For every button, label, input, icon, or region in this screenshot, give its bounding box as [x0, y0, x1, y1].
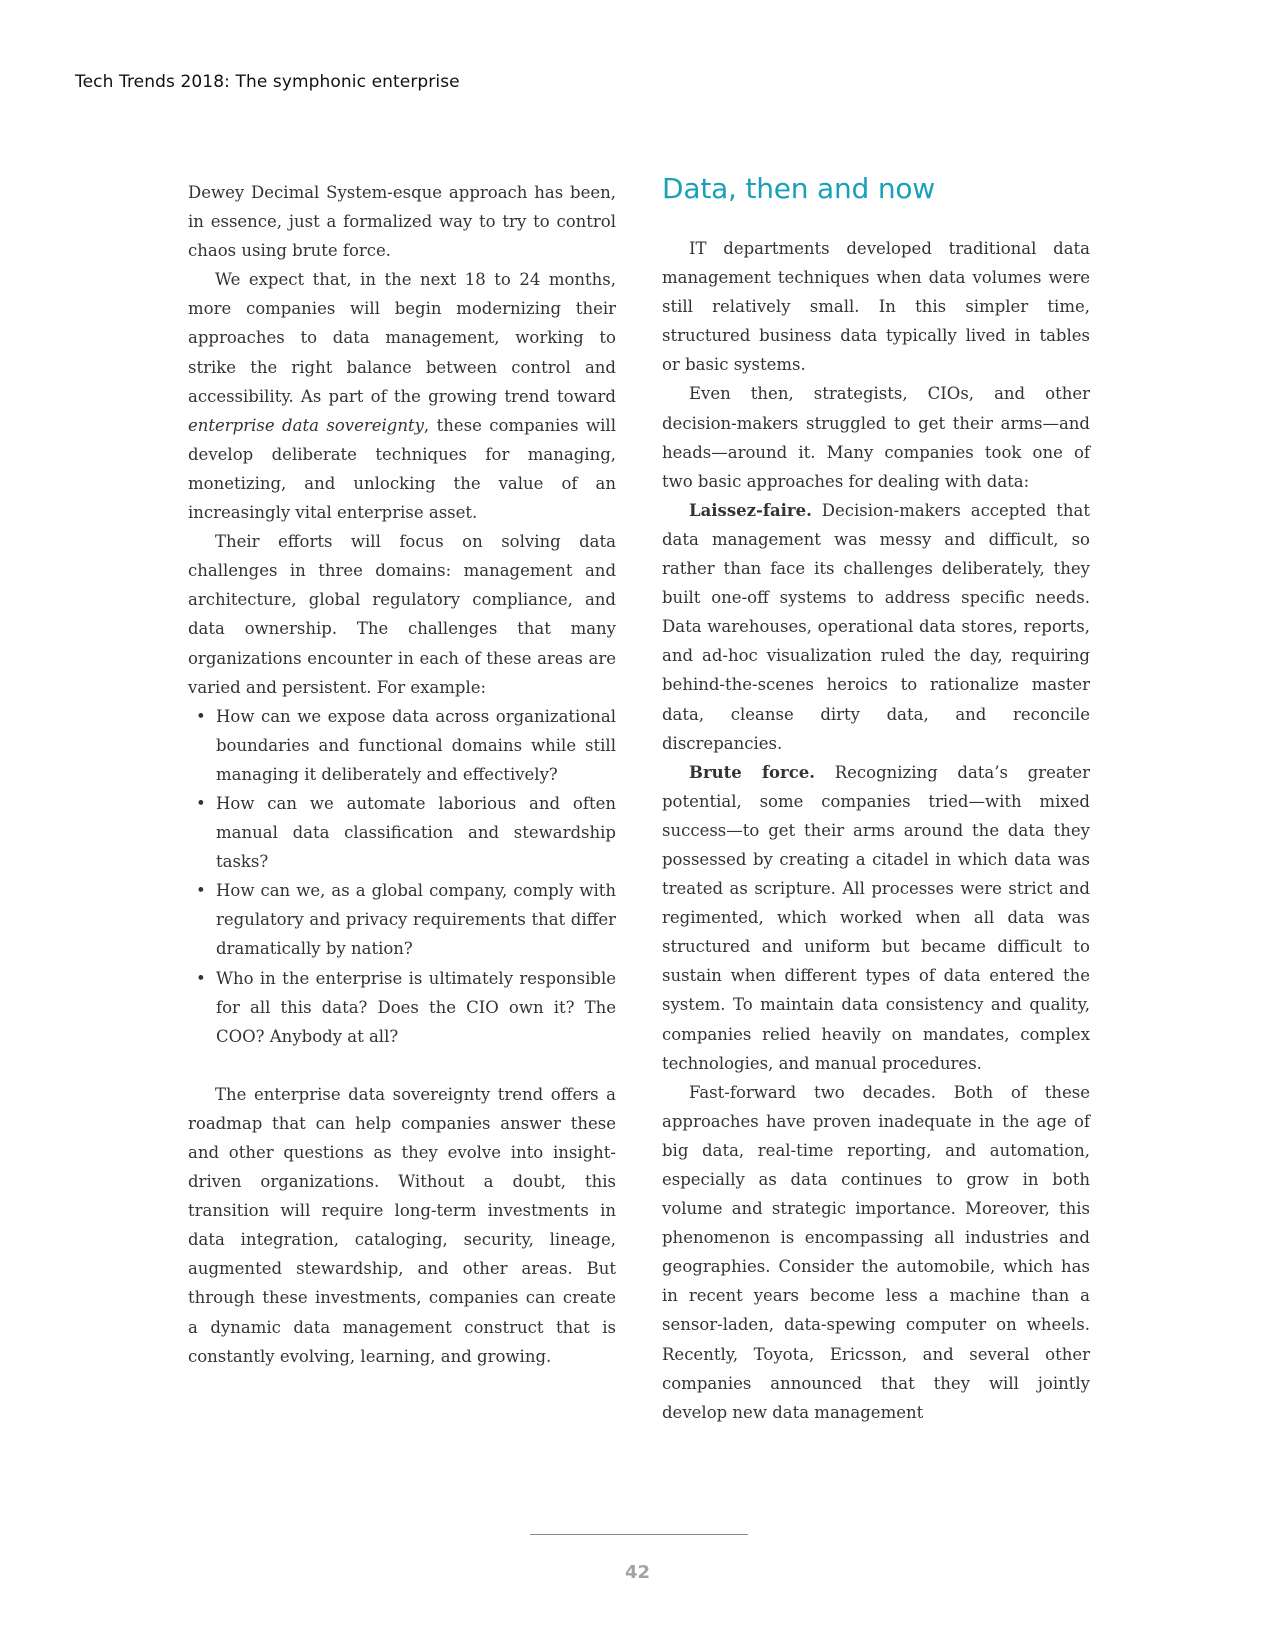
paragraph: The enterprise data sovereignty trend offers a roadmap that can help companies answer these and other questions as they evolve into insight-driven organizations. Without a doubt, this transition will require long-term investments in data integration, cataloging, security, lineage, augmented stewardship, and other areas. But through these investments, companies can create a dynamic data management construct that is constantly evolving, learning, and growing. [188, 1084, 616, 1366]
paragraph-text: Recognizing data’s greater potential, some companies tried—with mixed success—to get their arms around the data they possessed by creating a citadel in which data was treated as scripture. All processes were strict and regimented, which worked when all data was structured and uniform but became difficult to sustain when different types of data entered the system. To maintain data consistency and quality, companies relied heavily on mandates, complex technologies, and manual procedures. [662, 762, 1090, 1073]
paragraph [662, 496, 1090, 758]
spacer [188, 1051, 616, 1080]
paragraph [188, 265, 616, 527]
left-column [188, 178, 616, 1371]
page-number: 42 [624, 1562, 651, 1583]
paragraph-text: We expect that, in the next 18 to 24 months, more companies will begin modernizing their approaches to data management, working to strike the right balance between control and accessibility. As part of the growing trend toward [188, 270, 616, 406]
list-item: • How can we, as a global company, comply with regulatory and privacy requirements that differ dramatically by nation? [188, 876, 616, 963]
right-column [662, 172, 1090, 1427]
question-list [188, 702, 616, 1051]
list-item: • How can we automate laborious and often manual data classification and stewardship tasks? [188, 789, 616, 876]
paragraph-text: Decision-makers accepted that data management was messy and difficult, so rather than face its challenges deliberately, they built one-off systems to address specific needs. Data warehouses, operational data stores, reports, and ad-hoc visualization ruled the day, requiring behind-the-scenes heroics to rationalize master data, cleanse dirty data, and reconcile discrepancies. [662, 500, 1090, 753]
paragraph [662, 758, 1090, 1078]
footer-divider [530, 1534, 748, 1535]
paragraph: Dewey Decimal System-esque approach has been, in essence, just a formalized way to try to control chaos using brute force. [188, 183, 616, 261]
paragraph-text: , these companies will develop deliberate techniques for managing, monetizing, and unlocking the value of an increasingly vital enterprise asset. [188, 415, 616, 523]
list-item: • Who in the enterprise is ultimately responsible for all this data? Does the CIO own it? The COO? Anybody at all? [188, 964, 616, 1051]
paragraph: Even then, strategists, CIOs, and other decision-makers struggled to get their arms—and heads—around it. Many companies took one of two basic approaches for dealing with data: [662, 384, 1090, 491]
running-header: Tech Trends 2018: The symphonic enterprise [75, 72, 460, 92]
emphasis-term: enterprise data sovereignty [188, 415, 424, 435]
section-title: Data, then and now [662, 172, 936, 205]
run-in-heading: Brute force. [689, 762, 816, 782]
paragraph: Fast-forward two decades. Both of these approaches have proven inadequate in the age of big data, real-time reporting, and automation, especially as data continues to grow in both volume and strategic importance. Moreover, this phenomenon is encompassing all industries and geographies. Consider the automobile, which has in recent years become less a machine than a sensor-laden, data-spewing computer on wheels. Recently, Toyota, Ericsson, and several other companies announced that they will jointly develop new data management [662, 1082, 1090, 1422]
list-item: • How can we expose data across organizational boundaries and functional domains while still managing it deliberately and effectively? [188, 702, 616, 789]
paragraph: Their efforts will focus on solving data challenges in three domains: management and architecture, global regulatory compliance, and data ownership. The challenges that many organizations encounter in each of these areas are varied and persistent. For example: [188, 532, 616, 697]
paragraph: IT departments developed traditional data management techniques when data volumes were still relatively small. In this simpler time, structured business data typically lived in tables or basic systems. [662, 239, 1090, 375]
run-in-heading: Laissez-faire. [689, 500, 812, 520]
